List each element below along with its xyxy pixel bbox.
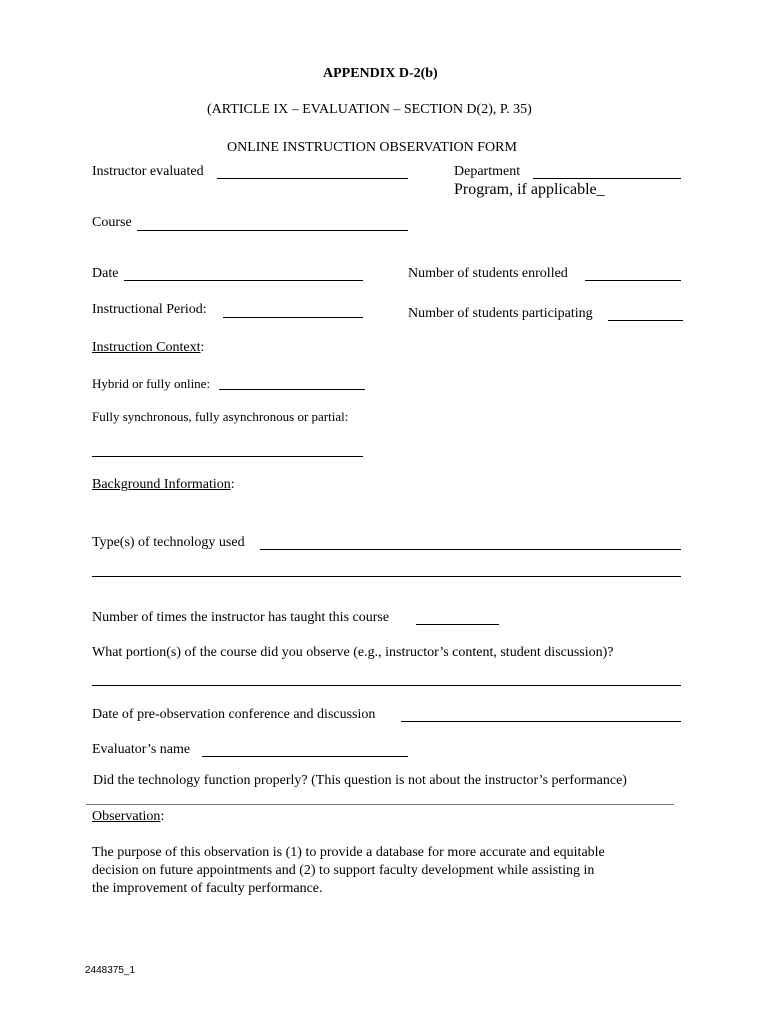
technology-used-field-continued[interactable]	[92, 576, 681, 577]
portions-observed-label: What portion(s) of the course did you observe (e.g., instructor’s content, student discussion)?	[92, 645, 614, 660]
sync-async-label: Fully synchronous, fully asynchronous or partial:	[92, 409, 349, 424]
program-label: Program, if applicable_	[454, 181, 605, 198]
times-taught-label: Number of times the instructor has taught this course	[92, 610, 390, 625]
instruction-context-heading: Instruction Context:	[92, 340, 205, 355]
article-reference: (ARTICLE IX – EVALUATION – SECTION D(2), P. 35)	[207, 102, 532, 117]
course-label: Course	[92, 215, 132, 230]
preobservation-date-field[interactable]	[401, 721, 681, 722]
instructional-period-field[interactable]	[223, 317, 363, 318]
date-field[interactable]	[124, 280, 363, 281]
evaluator-name-field[interactable]	[202, 756, 408, 757]
sync-async-field[interactable]	[92, 456, 363, 457]
instructor-evaluated-field[interactable]	[217, 178, 408, 179]
document-id: 2448375_1	[85, 965, 136, 976]
course-field[interactable]	[137, 230, 408, 231]
hybrid-online-label: Hybrid or fully online:	[92, 376, 211, 391]
instructor-evaluated-label: Instructor evaluated	[92, 164, 204, 179]
technology-function-field[interactable]	[86, 804, 674, 805]
technology-used-label: Type(s) of technology used	[92, 535, 245, 550]
observation-heading: Observation:	[92, 809, 165, 824]
purpose-paragraph	[92, 844, 605, 898]
form-title: ONLINE INSTRUCTION OBSERVATION FORM	[227, 140, 517, 155]
times-taught-field[interactable]	[416, 624, 499, 625]
technology-used-field[interactable]	[260, 549, 681, 550]
students-participating-label: Number of students participating	[408, 306, 593, 321]
students-enrolled-label: Number of students enrolled	[408, 266, 568, 281]
students-enrolled-field[interactable]	[585, 280, 681, 281]
instructional-period-label: Instructional Period:	[92, 302, 207, 317]
technology-function-label: Did the technology function properly? (This question is not about the instructor’s performance)	[93, 773, 627, 788]
hybrid-online-field[interactable]	[219, 389, 365, 390]
date-label: Date	[92, 266, 119, 281]
department-field[interactable]	[533, 178, 681, 179]
purpose-line-1: The purpose of this observation is (1) to provide a database for more accurate and equitable	[92, 845, 605, 860]
purpose-line-3: the improvement of faculty performance.	[92, 881, 323, 896]
department-label: Department	[454, 164, 521, 179]
purpose-line-2: decision on future appointments and (2) to support faculty development while assisting in	[92, 863, 595, 878]
evaluator-name-label: Evaluator’s name	[92, 742, 191, 757]
preobservation-date-label: Date of pre-observation conference and discussion	[92, 707, 376, 722]
portions-observed-field[interactable]	[92, 685, 681, 686]
background-information-heading: Background Information:	[92, 477, 235, 492]
appendix-title: APPENDIX D-2(b)	[323, 66, 438, 81]
students-participating-field[interactable]	[608, 320, 683, 321]
